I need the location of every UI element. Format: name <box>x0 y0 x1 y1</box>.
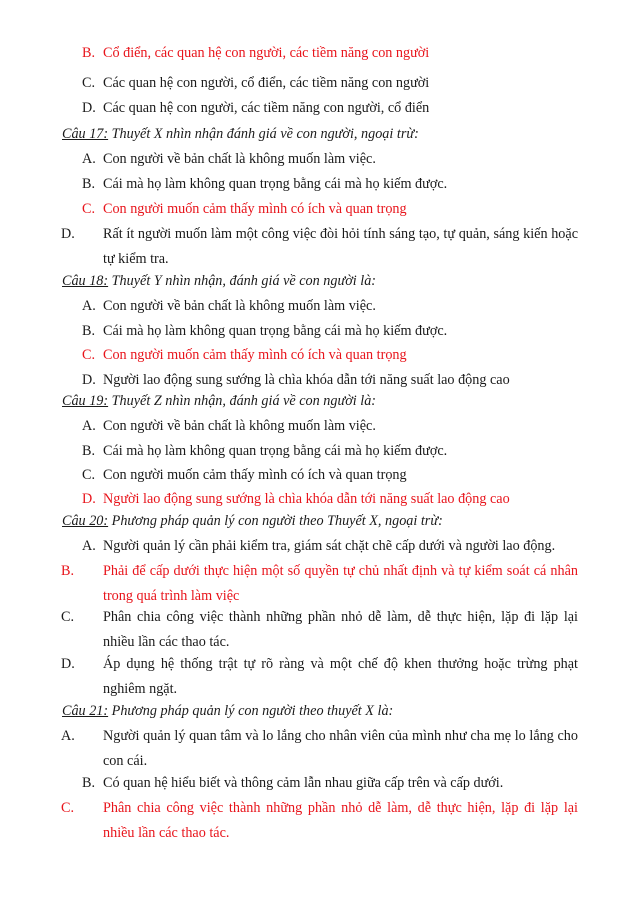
option-b: B. Cái mà họ làm không quan trọng bằng cái mà họ kiếm được. <box>82 176 448 192</box>
option-a: A. Con người về bản chất là không muốn làm việc. <box>82 418 376 434</box>
question-19: Câu 19: Thuyết Z nhìn nhận, đánh giá về con người là: <box>62 393 377 409</box>
question-21: Câu 21: Phương pháp quản lý con người theo thuyết X là: <box>62 703 394 719</box>
option-d: D. Người lao động sung sướng là chìa khóa dẫn tới năng suất lao động cao <box>82 372 510 388</box>
option-c: C. Con người muốn cảm thấy mình có ích và quan trọng <box>82 201 407 217</box>
option-a: A. Người quản lý quan tâm và lo lắng cho nhân viên của mình như cha mẹ lo lắng cho con cái. <box>61 728 578 769</box>
option-c: C. Con người muốn cảm thấy mình có ích và quan trọng <box>82 347 407 363</box>
option-c: C. Con người muốn cảm thấy mình có ích và quan trọng <box>82 467 407 483</box>
option-b: B. Có quan hệ hiểu biết và thông cảm lẫn nhau giữa cấp trên và cấp dưới. <box>82 775 504 791</box>
option-c: C. Các quan hệ con người, cổ điển, các tiềm năng con người <box>82 75 430 91</box>
option-a: A. Con người về bản chất là không muốn làm việc. <box>82 151 376 167</box>
question-17: Câu 17: Thuyết X nhìn nhận đánh giá về con người, ngoại trừ: <box>62 126 419 142</box>
option-b: B. Cổ điển, các quan hệ con người, các tiềm năng con người <box>82 45 430 61</box>
question-18: Câu 18: Thuyết Y nhìn nhận, đánh giá về con người là: <box>62 273 377 289</box>
option-c: C. Phân chia công việc thành những phần nhỏ dễ làm, dễ thực hiện, lặp đi lặp lại nhiều lần các thao tác. <box>61 800 578 841</box>
option-b: B. Cái mà họ làm không quan trọng bằng cái mà họ kiếm được. <box>82 323 448 339</box>
option-d: D. Áp dụng hệ thống trật tự rõ ràng và một chế độ khen thưởng hoặc trừng phạt nghiêm ngặt. <box>61 656 578 697</box>
option-d: D. Rất ít người muốn làm một công việc đòi hỏi tính sáng tạo, tự quản, sáng kiến hoặc tự kiểm tra. <box>61 226 578 267</box>
option-a: A. Người quản lý cần phải kiểm tra, giám sát chặt chẽ cấp dưới và người lao động. <box>82 538 556 554</box>
question-20: Câu 20: Phương pháp quản lý con người theo Thuyết X, ngoại trừ: <box>62 513 443 529</box>
option-d: D. Các quan hệ con người, các tiềm năng con người, cổ điển <box>82 100 430 116</box>
option-b: B. Cái mà họ làm không quan trọng bằng cái mà họ kiếm được. <box>82 443 448 459</box>
option-b: B. Phải để cấp dưới thực hiện một số quyền tự chủ nhất định và tự kiểm soát cá nhân trong quá trình làm việc <box>61 563 578 604</box>
option-d: D. Người lao động sung sướng là chìa khóa dẫn tới năng suất lao động cao <box>82 491 510 507</box>
option-a: A. Con người về bản chất là không muốn làm việc. <box>82 298 376 314</box>
option-c: C. Phân chia công việc thành những phần nhỏ dễ làm, dễ thực hiện, lặp đi lặp lại nhiều lần các thao tác. <box>61 609 578 650</box>
